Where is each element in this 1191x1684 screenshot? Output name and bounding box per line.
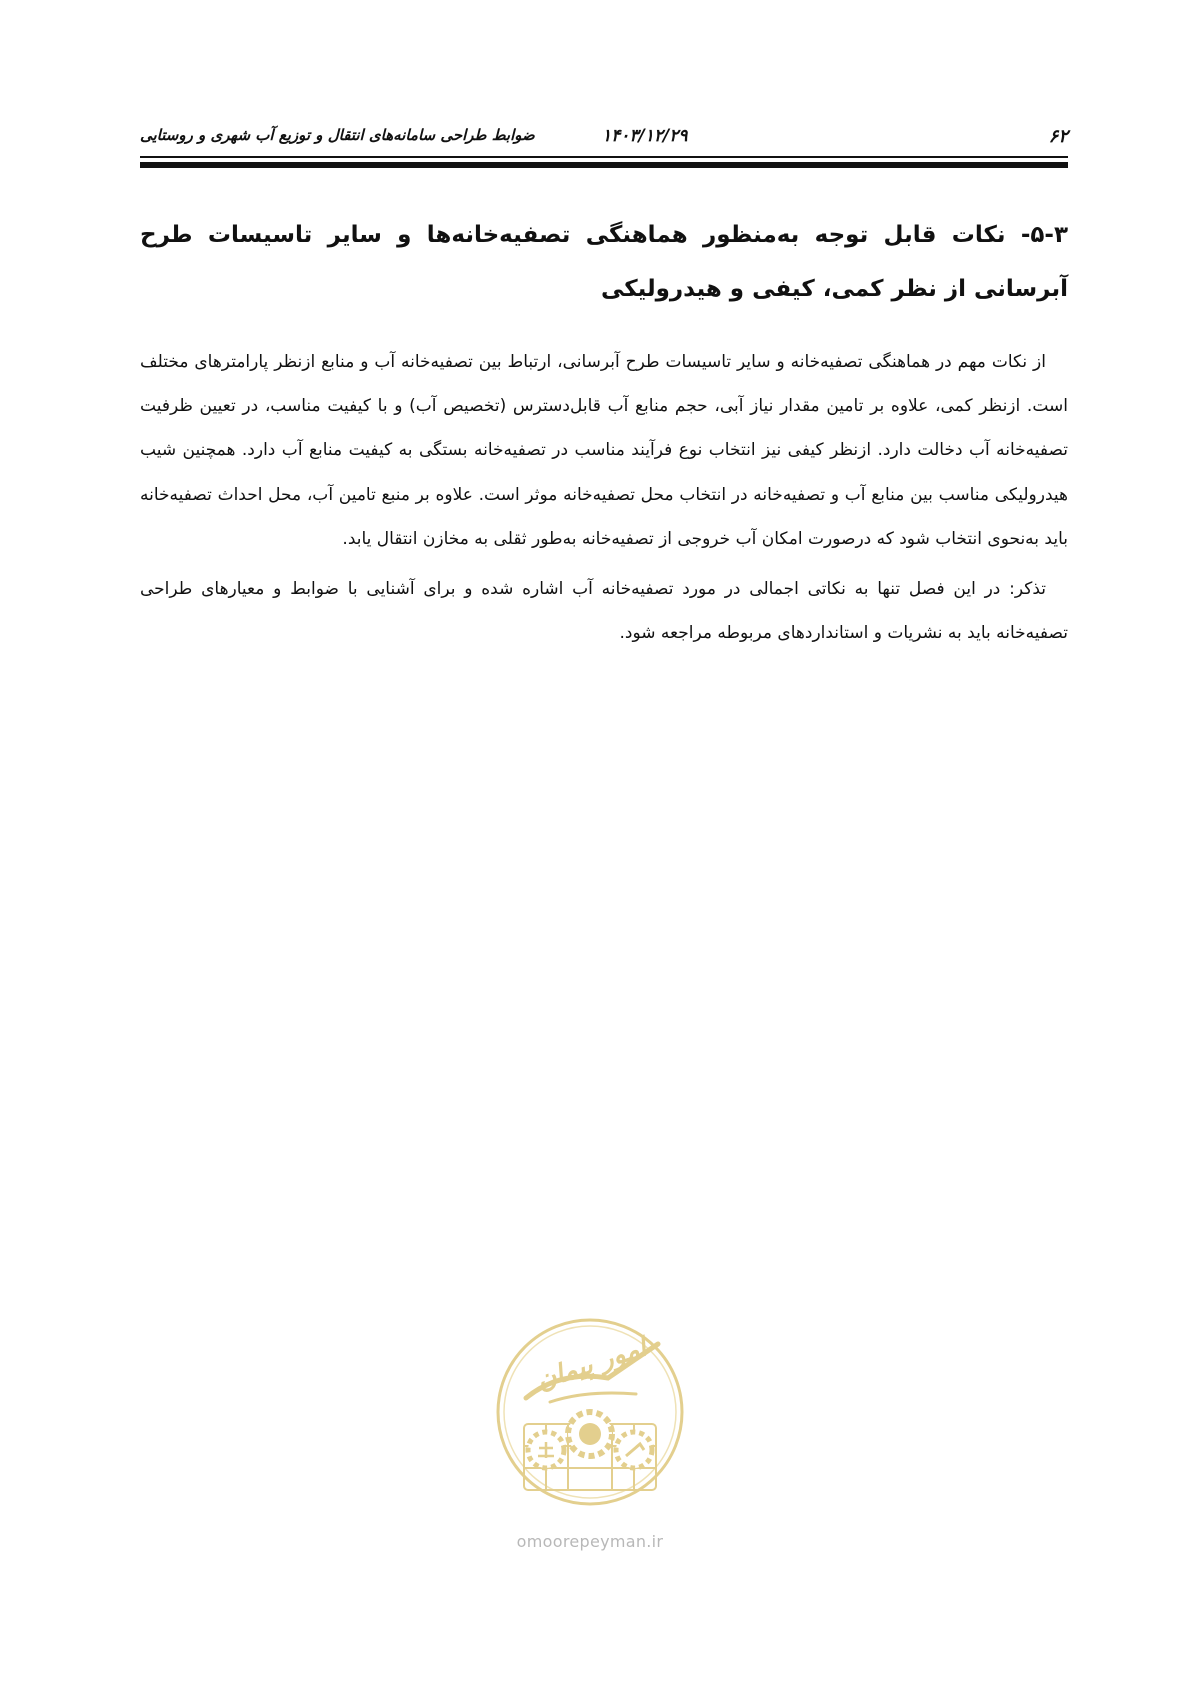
section-heading: ۵-۳- نکات قابل توجه به‌منظور هماهنگی تصفیه‌خانه‌ها و سایر تاسیسات طرح آبرسانی از نظر کمی، کیفی و هیدرولیکی: [140, 222, 1068, 302]
watermark-logo: [490, 1306, 690, 1526]
page-header: [140, 126, 1068, 154]
watermark-url: omoorepeyman.ir: [516, 1532, 664, 1551]
watermark-logo-text: امور پیمان: [533, 1332, 651, 1397]
note-paragraph: تذکر: در این فصل تنها به نکاتی اجمالی در مورد تصفیه‌خانه آب اشاره شده و برای آشنایی با ضوابط و معیارهای طراحی تصفیه‌خانه باید به نشریات و استانداردهای مربوطه مراجعه شود.: [140, 579, 1068, 644]
header-date: ۱۴۰۳/۱۲/۲۹: [602, 126, 688, 146]
header-title: ضوابط طراحی سامانه‌های انتقال و توزیع آب شهری و روستایی: [140, 126, 535, 144]
page-content: [140, 208, 1068, 661]
body-paragraph: از نکات مهم در هماهنگی تصفیه‌خانه و سایر تاسیسات طرح آبرسانی، ارتباط بین تصفیه‌خانه آب و منابع ازنظر پارامترهای مختلف است. ازنظر کمی، علاوه بر تامین مقدار نیاز آبی، حجم منابع آب قابل‌دسترس (تخصیص آب) و با کیفیت مناسب، در تعیین ظرفیت تصفیه‌خانه آب دخالت دارد. ازنظر کیفی نیز انتخاب نوع فرآیند مناسب در تصفیه‌خانه بستگی به کیفیت منابع آب دارد. همچنین شیب هیدرولیکی مناسب بین منابع آب و تصفیه‌خانه در انتخاب محل تصفیه‌خانه موثر است. علاوه بر منبع تامین آب، محل احداث تصفیه‌خانه باید به‌نحوی انتخاب شود که درصورت امکان آب خروجی از تصفیه‌خانه به‌طور ثقلی به مخازن انتقال یابد.: [140, 352, 1068, 549]
header-rule-thick: [140, 162, 1068, 168]
header-rule-thin: [140, 156, 1068, 158]
watermark: [490, 1306, 690, 1556]
page-number: ۶۲: [1048, 126, 1068, 147]
